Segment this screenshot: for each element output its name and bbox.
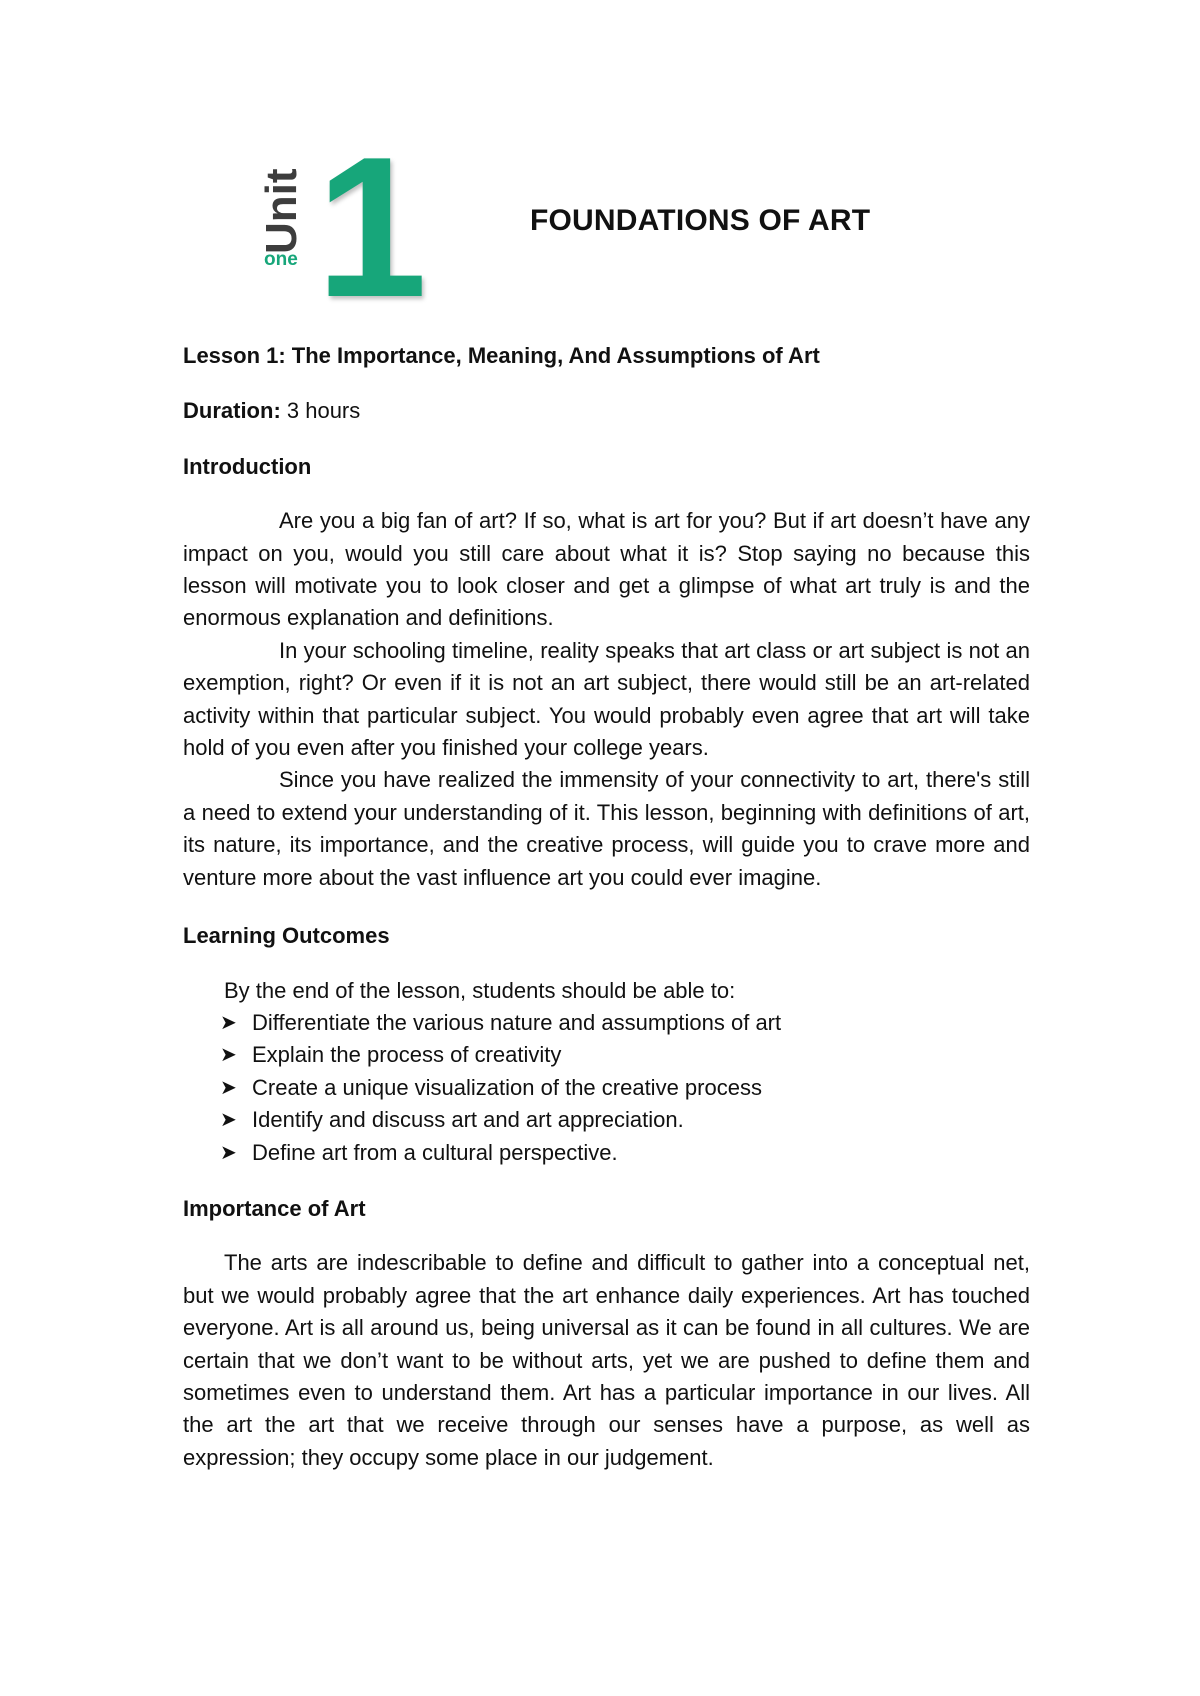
list-item bbox=[220, 1072, 1030, 1104]
duration-line bbox=[183, 395, 1030, 427]
arrow-bullet-icon: ➤ bbox=[220, 1109, 237, 1132]
outcome-text: Explain the process of creativity bbox=[252, 1042, 562, 1068]
main-content bbox=[183, 340, 1030, 1474]
list-item bbox=[220, 1007, 1030, 1039]
learning-outcomes-intro: By the end of the lesson, students should be able to: bbox=[224, 977, 736, 1003]
unit-number: 1 bbox=[316, 116, 424, 339]
lesson-title: Lesson 1: The Importance, Meaning, And Assumptions of Art bbox=[183, 343, 820, 368]
unit-sub-label: one bbox=[264, 249, 298, 270]
introduction-heading: Introduction bbox=[183, 453, 312, 479]
introduction-paragraph: Since you have realized the immensity of your connectivity to art, there's still a need to extend your understanding of it. This lesson, beginning with definitions of art, its nature, its importance, and the creative process, will guide you to crave more and venture more about the vast influence art you could ever imagine. bbox=[183, 767, 1030, 890]
duration-label: Duration: bbox=[183, 398, 281, 424]
learning-outcomes-heading: Learning Outcomes bbox=[183, 923, 390, 949]
spacer bbox=[183, 894, 1030, 920]
unit-word-container bbox=[257, 150, 316, 260]
arrow-bullet-icon: ➤ bbox=[220, 1044, 237, 1067]
list-item bbox=[220, 1137, 1030, 1169]
spacer bbox=[183, 1169, 1030, 1193]
introduction-paragraph: Are you a big fan of art? If so, what is art for you? But if art doesn’t have any impact on you, would you still care about what it is? Stop saying no because this lesson will motivate you to look closer and get a glimpse of what art truly is and the enormous explanation and definitions. bbox=[183, 508, 1030, 631]
outcome-text: Define art from a cultural perspective. bbox=[252, 1139, 618, 1165]
importance-paragraph: The arts are indescribable to define and difficult to gather into a conceptual net, but we would probably agree that the art enhance daily experiences. Art has touched everyone. Art is all around us, being universal as it can be found in all cultures. We are certain that we don’t want to be without arts, yet we are pushed to define them and sometimes even to understand them. Art has a particular importance in our lives. All the art the art that we receive through our senses have a purpose, as well as expression; they occupy some place in our judgement. bbox=[183, 1250, 1030, 1470]
duration-value: 3 hours bbox=[280, 398, 361, 424]
arrow-bullet-icon: ➤ bbox=[220, 1011, 237, 1034]
unit-word: Unit bbox=[257, 168, 306, 254]
outcome-text: Differentiate the various nature and assumptions of art bbox=[252, 1009, 782, 1035]
learning-outcomes-list bbox=[183, 1007, 1030, 1169]
arrow-bullet-icon: ➤ bbox=[220, 1141, 237, 1164]
list-item bbox=[220, 1039, 1030, 1071]
introduction-paragraph: In your schooling timeline, reality speaks that art class or art subject is not an exemption, right? Or even if it is not an art subject, there would still be an art-related activity within that particular subject. You would probably even agree that art will take hold of you even after you finished your college years. bbox=[183, 637, 1030, 761]
unit-logo bbox=[256, 116, 424, 339]
document-title: FOUNDATIONS OF ART bbox=[530, 204, 871, 237]
importance-heading: Importance of Art bbox=[183, 1195, 366, 1221]
list-item bbox=[220, 1104, 1030, 1136]
outcome-text: Create a unique visualization of the creative process bbox=[252, 1074, 762, 1100]
arrow-bullet-icon: ➤ bbox=[220, 1076, 237, 1099]
outcome-text: Identify and discuss art and art appreciation. bbox=[252, 1107, 684, 1133]
